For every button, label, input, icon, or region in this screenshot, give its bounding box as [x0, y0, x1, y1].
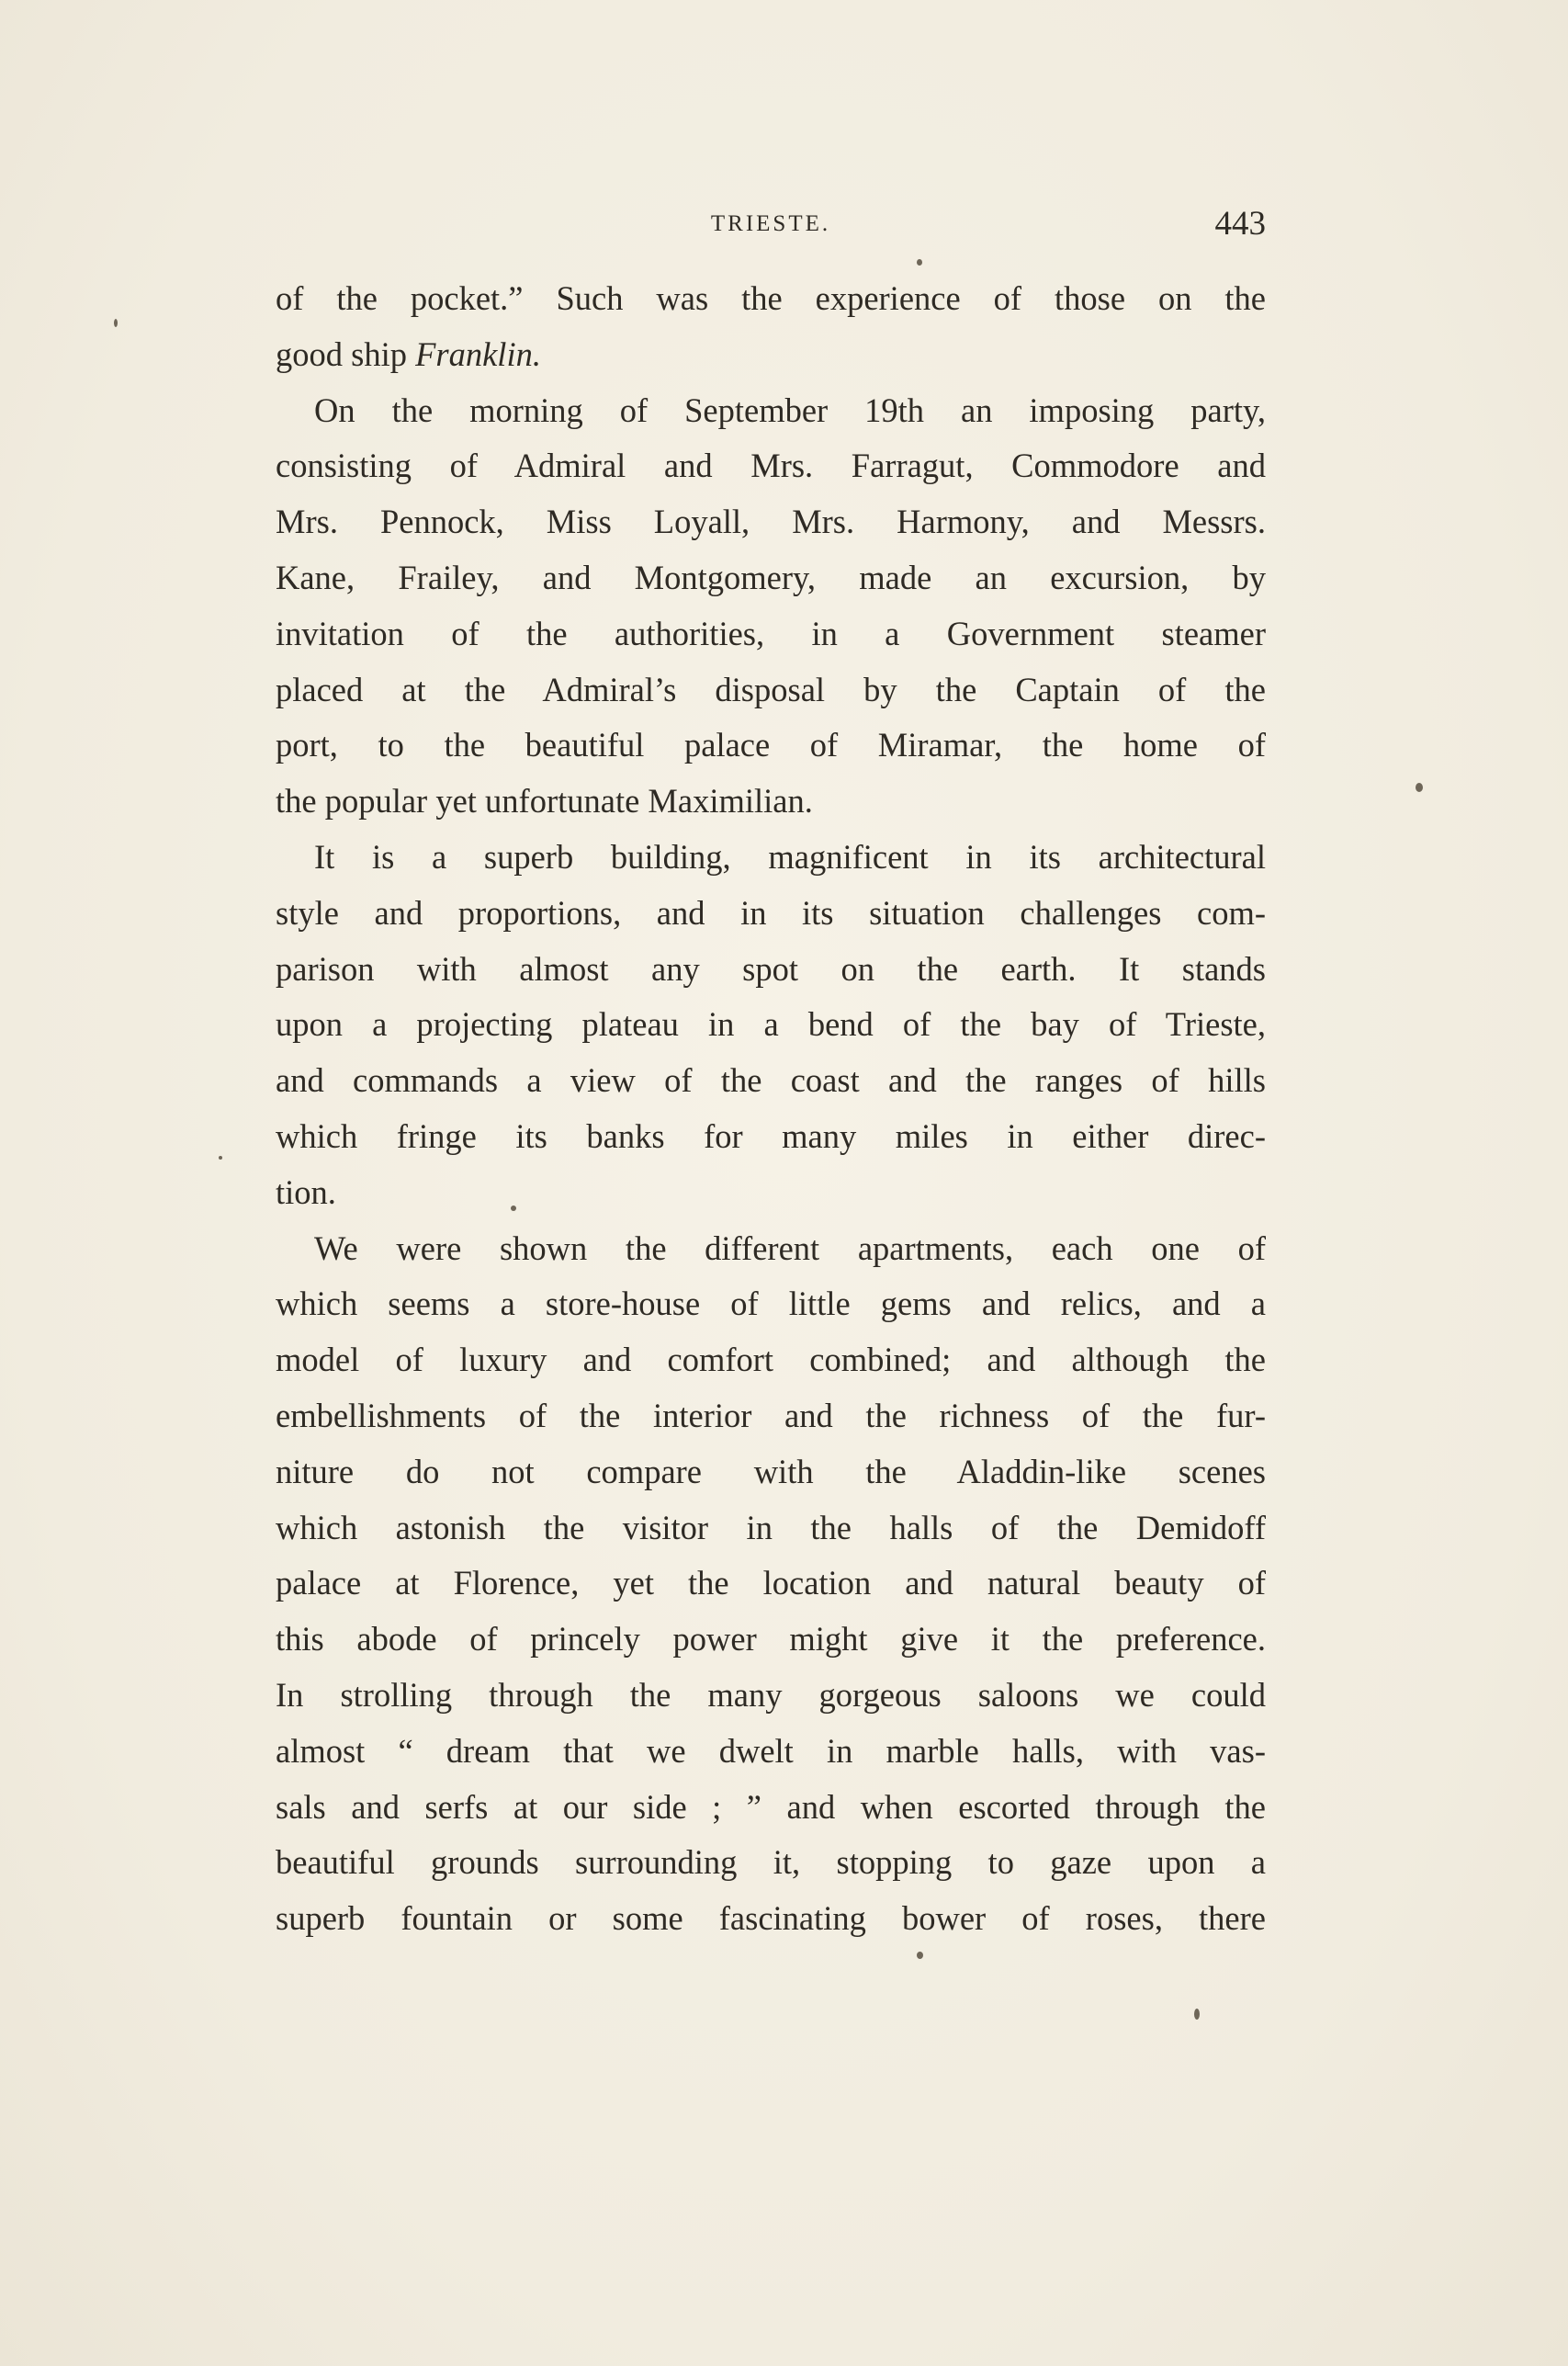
text-line: niture do not compare with the Aladdin-like scenes — [276, 1452, 1266, 1490]
ink-speck — [219, 1156, 222, 1160]
text-line: In strolling through the many gorgeous saloons we could — [276, 1675, 1266, 1714]
text-line: style and proportions, and in its situation challenges com- — [276, 893, 1266, 932]
text-line: which fringe its banks for many miles in either direc- — [276, 1116, 1266, 1155]
text-line: palace at Florence, yet the location and natural beauty of — [276, 1564, 1266, 1602]
ink-speck — [1416, 783, 1423, 792]
text-line: consisting of Admiral and Mrs. Farragut, Commodore and — [276, 447, 1266, 485]
text-line: upon a projecting plateau in a bend of the bay of Trieste, — [276, 1005, 1266, 1044]
ink-speck — [917, 259, 922, 266]
text-line: almost “ dream that we dwelt in marble halls, with vas- — [276, 1731, 1266, 1770]
text-line: sals and serfs at our side ; ” and when escorted through the — [276, 1787, 1266, 1826]
paragraph-start-line: On the morning of September 19th an imposing party, — [314, 391, 1266, 429]
text-line: which astonish the visitor in the halls of the Demidoff — [276, 1508, 1266, 1546]
paragraph-start-line: We were shown the different apartments, each one of — [314, 1228, 1266, 1267]
ship-name: Franklin. — [415, 334, 541, 373]
text-line: and commands a view of the coast and the ranges of hills — [276, 1061, 1266, 1100]
text-line: this abode of princely power might give it the preference. — [276, 1620, 1266, 1658]
text-line: the popular yet unfortunate Maximilian. — [276, 782, 813, 821]
text-line — [276, 327, 1266, 383]
text-line: embellishments of the interior and the richness of the fur- — [276, 1396, 1266, 1434]
ink-speck — [114, 319, 118, 327]
text-span: good ship — [276, 334, 416, 373]
text-line: invitation of the authorities, in a Government steamer — [276, 614, 1266, 652]
running-head: TRIESTE. — [710, 211, 831, 236]
text-line: of the pocket.” Such was the experience of those on the — [276, 279, 1266, 317]
text-line: Kane, Frailey, and Montgomery, made an excursion, by — [276, 558, 1266, 596]
text-line: superb fountain or some fascinating bower of roses, there — [276, 1899, 1266, 1938]
text-line: tion. — [276, 1172, 336, 1211]
body-text — [276, 271, 1266, 1947]
text-line: model of luxury and comfort combined; and although the — [276, 1341, 1266, 1379]
ink-speck — [511, 1206, 516, 1211]
text-line: port, to the beautiful palace of Miramar, the home of — [276, 726, 1266, 764]
text-line: beautiful grounds surrounding it, stopping to gaze upon a — [276, 1843, 1266, 1882]
text-line: placed at the Admiral’s disposal by the Captain of the — [276, 670, 1266, 708]
ink-speck — [917, 1952, 923, 1959]
text-line: which seems a store-house of little gems and relics, and a — [276, 1285, 1266, 1323]
text-line: Mrs. Pennock, Miss Loyall, Mrs. Harmony, and Messrs. — [276, 503, 1266, 541]
text-line: parison with almost any spot on the earth. It stands — [276, 949, 1266, 988]
ink-speck — [1194, 2009, 1200, 2020]
page-number: 443 — [1214, 205, 1266, 243]
page-header — [276, 204, 1266, 250]
paragraph-start-line: It is a superb building, magnificent in its architectural — [314, 837, 1266, 876]
